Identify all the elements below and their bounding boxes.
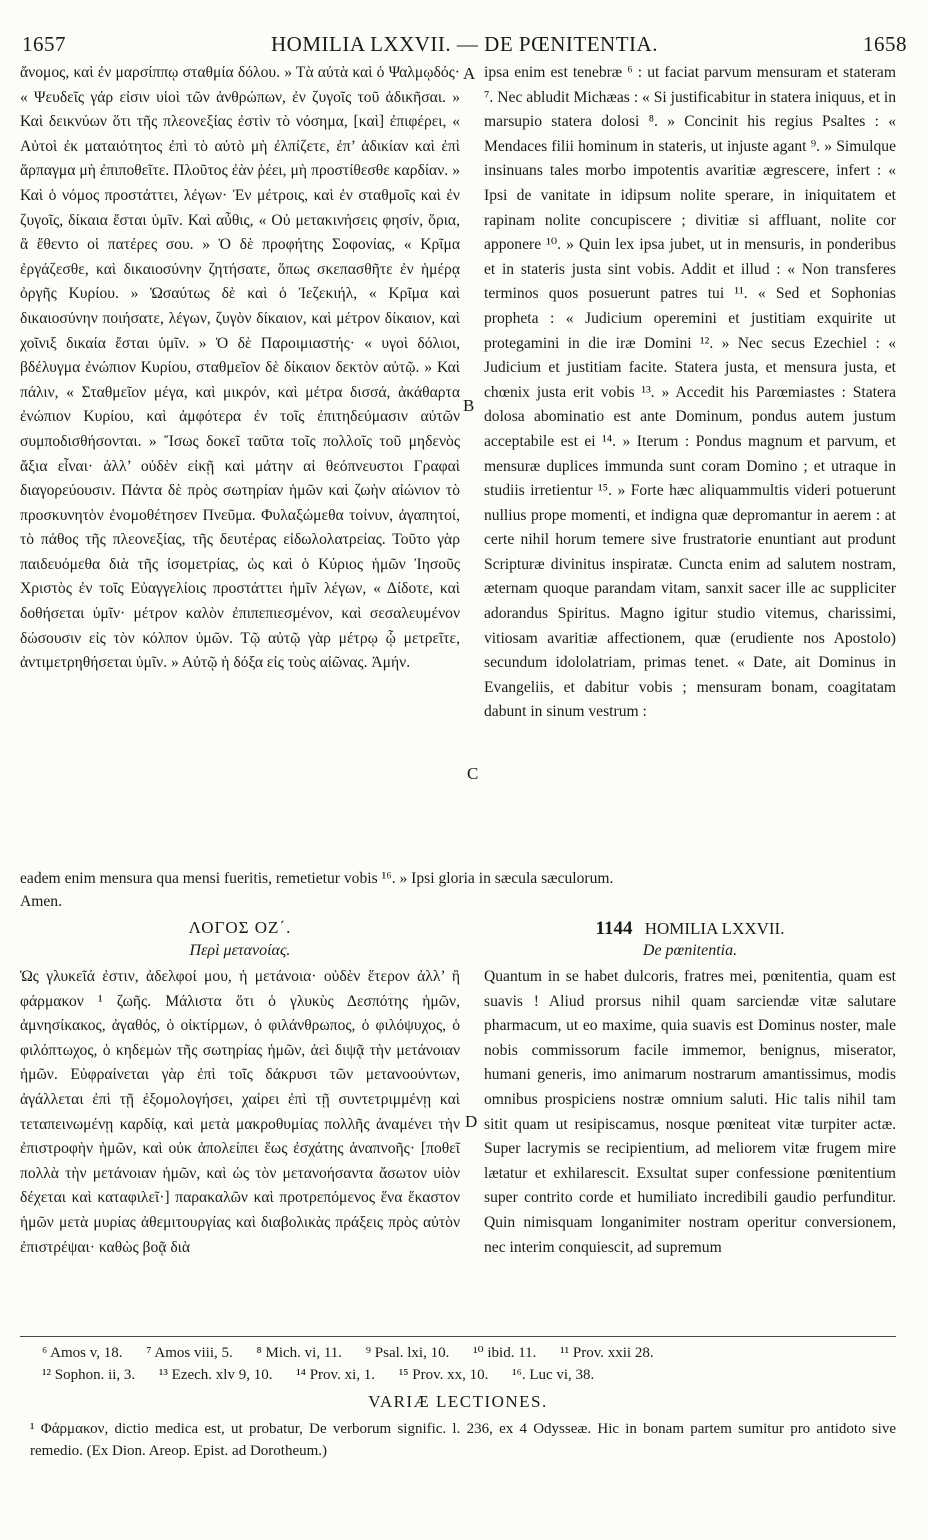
footnote: ¹⁴ Prov. xi, 1.	[296, 1367, 375, 1383]
full-width-line-amen: Amen.	[20, 893, 63, 910]
homily-title-text: HOMILIA LXXVII.	[644, 919, 785, 938]
margin-letter-d: D	[465, 1112, 478, 1131]
variae-lectiones-note: ¹ Φάρμακον, dictio medica est, ut probatur, De verborum signific. l. 236, ex 4 Odysseæ. Hic in bonam partem sumitur pro antidoto sive remedio. (Ex Dion. Areop. Epist. ad Dorotheum.)	[30, 1421, 896, 1459]
footnote-divider	[20, 1336, 896, 1337]
footnote: ¹² Sophon. ii, 3.	[42, 1367, 136, 1383]
column-number: 1144	[595, 918, 633, 939]
greek-column-top	[20, 61, 460, 676]
running-title: HOMILIA LXXVII. — DE PŒNITENTIA.	[271, 32, 658, 56]
margin-letter-c: C	[467, 764, 479, 783]
footnote: ⁹ Psal. lxi, 10.	[365, 1345, 450, 1361]
greek-paragraph: ἄνομος, καὶ ἐν μαρσίππῳ σταθμία δόλου. » Τὰ αὐτὰ καὶ ὁ Ψαλμῳδός· « Ψευδεῖς γάρ εἰσιν υἱοὶ τῶν ἀνθρώπων, ἐν ζυγοῖς τοῦ ἀδικῆσαι. » Καὶ δεικνύων ὅτι τῆς πλεονεξίας ἐστὶν τὸ νόσημα, [καὶ] ἐπιφέρει, « Αὐτοὶ ἐκ ματαιότητος ἐπὶ τὸ αὐτὸ μὴ ἐλπίζετε, ἐπ’ ἀδικίαν καὶ ἐπὶ ἅρπαγμα μὴ ἐπιποθεῖτε. Πλοῦτος ἐὰν ῥέει, μὴ προστίθεσθε καρδίαν. » Καὶ ὁ νόμος προστάττει, λέγων· Ἐν μέτροις, καὶ ἐν σταθμοῖς καὶ ἐν ζυγοῖς, δίκαια ἔσται ὑμῖν. Καὶ αὖθις, « Οὐ μετακινήσεις φησίν, ὅρια, ἃ ἔθεντο οἱ πατέρες σου. » Ὁ δὲ προφήτης Σοφονίας, « Κρῖμα ἐργάζεσθε, καὶ δικαιοσύνην ζητήσατε, ὅπως σκεπασθῆτε ἐν ἡμέρᾳ ὀργῆς Κυρίου. » Ὡσαύτως δὲ καὶ ὁ Ἰεζεκιήλ, « Κρῖμα καὶ δικαιοσύνην ποιήσατε, λέγων, ζυγὸν δίκαιον, καὶ μέτρον δίκαιον, καὶ χοῖνιξ δικαία ἔσται ὑμῖν. » Ὁ δὲ Παροιμιαστής· « υγοὶ δόλιοι, βδέλυγμα ἐνώπιον Κυρίου, σταθμεῖον δὲ δίκαιον δεκτὸν αὐτῷ. » Καὶ πάλιν, « Σταθμεῖον μέγα, καὶ μικρόν, καὶ μέτρα δισσά, ἀκάθαρτα ἐνώπιον Κυρίου, καὶ ἀμφότερα ἐν τοῖς ἐπιτηδεύμασιν αὐτῶν συμποδισθήσονται. » Ἴσως δοκεῖ ταῦτα τοῖς πολλοῖς τοῦ μηδενὸς ἄξια εἶναι· ἀλλ’ οὐδὲν εἰκῇ καὶ μάτην αἱ θεόπνευστοι Γραφαὶ διαγορεύουσιν. Πάντα δὲ πρὸς σωτηρίαν ἡμῶν καὶ ζωὴν αἰώνιον τὸ προσκυνητὸν ἐνομοθέτησεν Πνεῦμα. Φυλαξώμεθα τοίνυν, ἀγαπητοί, τὸ πάθος τῆς πλεονεξίας, τῆς δευτέρας εἰδωλολατρείας. Τοῦτο γὰρ παιδευόμεθα διὰ τῆς ἰσομετρίας, ὡς καὶ ὁ Κύριος ἡμῶν Ἰησοῦς Χριστὸς ἐν τοῖς Εὐαγγελίοις προστάττει ἡμῖν λέγων, « Δίδοτε, καὶ δοθήσεται ὑμῖν· μέτρον καλὸν ἐπιπεπιεσμένον, καὶ σεσαλευμένον δώσουσιν εἰς τὸν κόλπον ὑμῶν. Τῷ αὐτῷ γὰρ μέτρῳ ᾧ μετρεῖτε, ἀντιμετρηθήσεται ὑμῖν. » Αὐτῷ ἡ δόξα εἰς τοὺς αἰῶνας. Ἀμήν.	[20, 64, 460, 672]
page-header	[22, 32, 907, 60]
footnote: ¹⁶. Luc vi, 38.	[512, 1367, 595, 1383]
latin-column-bottom	[484, 965, 896, 1260]
footnote: ⁷ Amos viii, 5.	[146, 1345, 233, 1361]
latin-paragraph: Quantum in se habet dulcoris, fratres mei, pœnitentia, quam est suavis ! Aliud prorsus nihil quam sarciendæ vitæ salutare pharmacum, ut eo maxime, quia suavis est Dominus noster, male nobis commissorum facile immemor, benignus, miserator, humani generis, imo animarum nostrarum amantissimus, modis omnibus prospiciens nostræ omnium saluti. Hic talis nihil tam sitit quam ut resipiscamus, nosque pœniteat vitæ turpiter actæ. Super lacrymis se recipientium, ad meliorem vitæ frugem mire lætatur et exhilarescit. Exsultat super confessione pœnitentium super contrito corde et humiliato incredibili gaudio perfunditur. Quin nimisquam longanimiter nostram operitur conversionem, nec interim conquiescit, ad supremum	[484, 968, 896, 1256]
greek-section-title: ΛΟΓΟΣ ΟΖ΄.	[188, 918, 292, 937]
full-width-line: eadem enim mensura qua mensi fueritis, remetietur vobis ¹⁶. » Ipsi gloria in sæcula sæculorum.	[20, 870, 614, 887]
greek-section-subtitle: Περὶ μετανοίας.	[189, 942, 291, 959]
variae-lectiones-heading: VARIÆ LECTIONES.	[368, 1392, 548, 1411]
footnote: ⁸ Mich. vi, 11.	[256, 1345, 343, 1361]
latin-paragraph: ipsa enim est tenebræ ⁶ : ut faciat parvum mensuram et stateram ⁷. Nec abludit Michæas : « Si justificabitur in statera iniquus, et in marsupio statera dolosi ⁸. » Concinit his regius Psaltes : « Mendaces filii hominum in stateris, ut injuste agant ⁹. » Simulque insinuans tales morbo impotentis avaritiæ ægrescere, infert : « Ipsi de vanitate in idipsum nolite sperare, in iniquitatem et rapinam nolite concupiscere ; divitiæ si affluant, nolite cor apponere ¹⁰. » Quin lex ipsa jubet, ut in mensuris, in ponderibus et in stateris justa sint vobis. Addit et illud : « Non transferes terminos quos posuerunt patres tui ¹¹. « Sed et Sophonias propheta : « Judicium operemini et justitiam exquirite ut protegamini in die iræ Domini ¹². » Nec secus Ezechiel : « Judicium et justitiam facite. Statera justa, et mensura justa, et chœnix justa erit vobis ¹³. » Accedit his Parœmiastes : Statera dolosa abominatio est ante Dominum, pondus autem justum acceptabile est ei ¹⁴. » Iterum : Pondus magnum et parvum, et mensuræ duplices immunda sunt coram Domino ; et utraque in studiis irretientur ¹⁵. » Forte hæc aliquammultis videri potuerunt nullius prope momenti, et indigna quæ depromantur in aerem : at certe nihil horum temere sive frustratorie enuntiant aut produnt Scripturæ divinitus inspiratæ. Cuncta enim ad salutem nostram, æternam quoque parandam vitam, sanxit sacer ille ac suppliciter adorandus Spiritus. Magno igitur studio vitemus, charissimi, vitiosam avaritiæ affectionem, quæ (erudiente nos Apostolo) secundum idololatriam, primas tenet. « Date, ait Dominus in Evangeliis, et dabitur vobis ; mensuram bonam, coagitatam dabunt in sinum vestrum :	[484, 64, 896, 721]
footnote-row	[42, 1342, 902, 1364]
footnote: ¹³ Ezech. xlv 9, 10.	[158, 1367, 273, 1383]
page-number-left: 1657	[22, 32, 66, 56]
footnote: ¹⁰ ibid. 11.	[473, 1345, 537, 1361]
margin-letter-a: A	[463, 64, 476, 83]
footnote: ¹⁵ Prov. xx, 10.	[398, 1367, 489, 1383]
page-number-right: 1658	[863, 32, 907, 56]
latin-section-title	[484, 918, 896, 940]
greek-column-bottom	[20, 965, 460, 1260]
latin-column-top	[484, 61, 896, 725]
footnote-row	[42, 1364, 902, 1386]
margin-letter-b: B	[463, 396, 475, 415]
footnotes	[42, 1342, 902, 1386]
greek-paragraph: Ὡς γλυκεῖά ἐστιν, ἀδελφοί μου, ἡ μετάνοια· οὐδὲν ἕτερον ἀλλ’ ἢ φάρμακον ¹ ζωῆς. Μάλιστα ὅτι ὁ γλυκὺς Δεσπότης ἡμῶν, ἀμνησίκακος, ἀγαθός, ὁ οἰκτίρμων, ὁ φιλάνθρωπος, ὁ φιλόψυχος, ὁ φιλόπτωχος, ὁ κηδεμὼν τῆς σωτηρίας ἡμῶν, ἀεὶ διψᾷ τὴν μετάνοιαν ἡμῶν. Εὐφραίνεται γὰρ ἐπὶ τοῖς δάκρυσι τῶν μετανοούντων, ἀγάλλεται ἐπὶ τῇ ἐξομολογήσει, χαίρει ἐπὶ τῇ συντετριμμένῃ καὶ τεταπεινωμένῃ καρδίᾳ, καὶ μετὰ μακροθυμίας πολλῆς ἀναμένει τὴν ἐπιστροφὴν ἡμῶν, καὶ οὐκ ἀπολείπει ἕως ἐσχάτης ἀναπνοῆς· [ποθεῖ πολλὰ τὴν μετάνοιαν ἡμῶν, καὶ ὡς τὸν μετανοήσαντα ἄσωτον υἱὸν δέχεται καὶ καταφιλεῖ·] παρακαλῶν καὶ προτρεπόμενος ἕνα ἕκαστον ἡμῶν μετὰ μυρίας ἀθεμιτουργίας καὶ διαβολικὰς πράξεις πρὸς αὐτὸν ἐπιστρέψαι· καθὼς βοᾷ διὰ	[20, 968, 460, 1256]
footnote: ⁶ Amos v, 18.	[42, 1345, 123, 1361]
latin-section-subtitle: De pœnitentia.	[642, 942, 738, 959]
footnote: ¹¹ Prov. xxii 28.	[560, 1345, 654, 1361]
